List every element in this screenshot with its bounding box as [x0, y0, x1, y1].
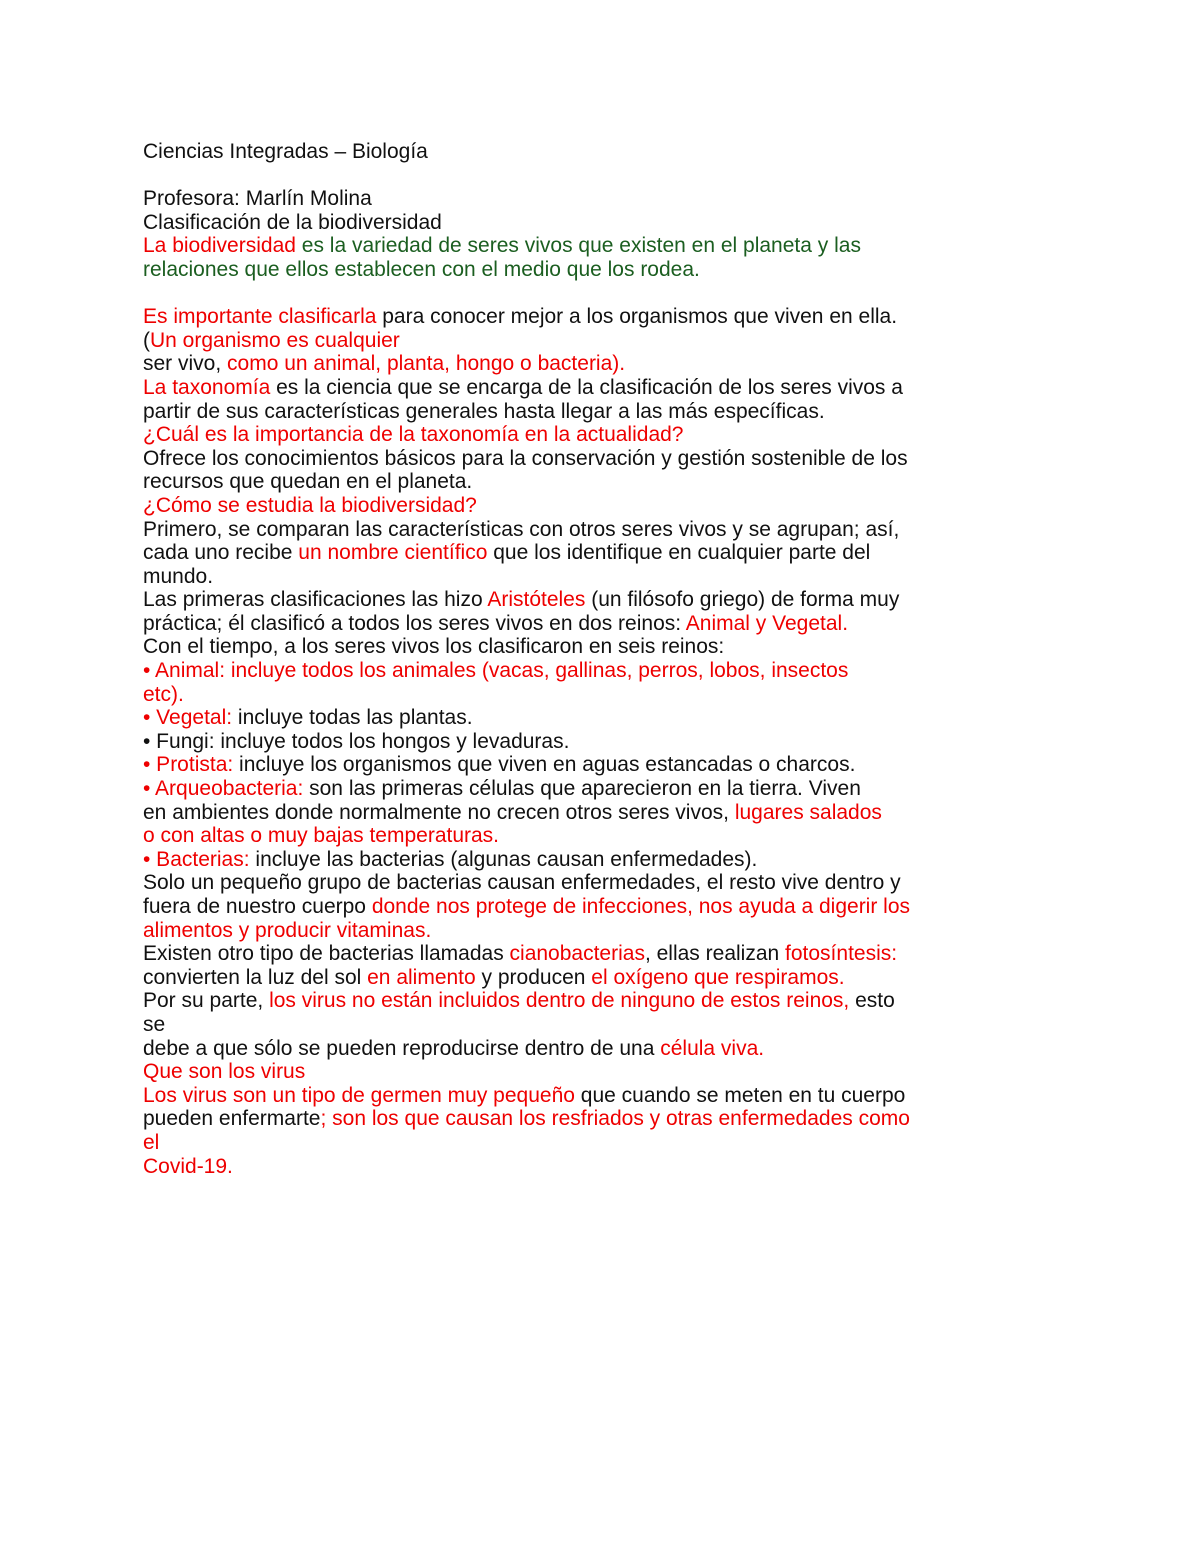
text-line — [143, 659, 1073, 683]
text-line — [143, 966, 1073, 990]
green-text: relaciones que ellos establecen con el medio que los rodea. — [143, 257, 700, 281]
highlight-text: los virus no están incluidos dentro de ninguno de estos reinos, — [269, 989, 850, 1013]
text-line — [143, 753, 1073, 777]
highlight-text: ¿Cuál es la importancia de la taxonomía en la actualidad? — [143, 423, 684, 447]
body-text: recursos que quedan en el planeta. — [143, 470, 473, 494]
highlight-text: Que son los virus — [143, 1060, 306, 1084]
body-text: Primero, se comparan las características con otros seres vivos y se agrupan; así, — [143, 517, 900, 541]
highlight-text: ; son los que causan los resfriados y otras enfermedades como — [320, 1107, 910, 1131]
text-line — [143, 541, 1073, 565]
highlight-text: Un organismo es cualquier — [150, 328, 400, 352]
highlight-text: • Arqueobacteria: — [143, 777, 304, 801]
text-line — [143, 1084, 1073, 1108]
highlight-text: Los virus son un tipo de germen muy pequeño — [143, 1083, 575, 1107]
body-text: esto — [849, 989, 895, 1013]
body-text: Ofrece los conocimientos básicos para la conservación y gestión sostenible de los — [143, 446, 908, 470]
highlight-text: La taxonomía — [143, 375, 271, 399]
highlight-text: donde nos protege de infecciones, nos ayuda a digerir los — [371, 895, 911, 918]
highlight-text: célula viva. — [660, 1036, 765, 1060]
text-line — [143, 1013, 1073, 1037]
paragraph-lines — [143, 234, 1073, 1178]
body-text: partir de sus características generales hasta llegar a las más específicas. — [143, 399, 825, 423]
body-text: Solo un pequeño grupo de bacterias causan enfermedades, el resto vive dentro y — [143, 871, 901, 895]
text-line — [143, 400, 1073, 424]
body-text: , ellas realizan — [644, 942, 786, 966]
highlight-text: lugares salados — [734, 800, 882, 824]
body-text: son las primeras células que aparecieron en la tierra. Viven — [303, 777, 861, 801]
highlight-text: La biodiversidad — [143, 234, 296, 258]
text-line — [143, 1037, 1073, 1061]
body-text: Por su parte, — [143, 989, 270, 1013]
highlight-text: • Bacterias: — [143, 847, 250, 871]
body-text: cada uno recibe — [143, 541, 299, 565]
highlight-text: ¿Cómo se estudia la biodiversidad? — [143, 493, 477, 517]
text-line — [143, 305, 1073, 329]
text-line — [143, 1155, 1073, 1179]
text-line — [143, 801, 1073, 825]
highlight-text: cianobacterias — [509, 942, 645, 966]
body-text: mundo. — [143, 564, 214, 588]
text-line — [143, 683, 1073, 707]
body-text: incluye las bacterias (algunas causan enfermedades). — [249, 847, 758, 871]
body-text: Existen otro tipo de bacterias llamadas — [143, 942, 510, 966]
body-text: se — [143, 1012, 166, 1036]
text-line — [143, 1131, 1073, 1155]
highlight-text: en alimento — [367, 965, 476, 989]
body-text: y producen — [475, 965, 592, 989]
text-line — [143, 352, 1073, 376]
highlight-text: el oxígeno que respiramos. — [591, 965, 845, 989]
blank-line — [143, 164, 1073, 188]
text-line — [143, 234, 1073, 258]
green-text: es la variedad de seres vivos que existen en el planeta y las — [295, 234, 861, 258]
highlight-text: fotosíntesis: — [785, 942, 898, 966]
text-line — [143, 588, 1073, 612]
body-text: en ambientes donde normalmente no crecen otros seres vivos, — [143, 800, 735, 824]
text-line — [143, 494, 1073, 518]
highlight-text: Animal y Vegetal. — [685, 611, 849, 635]
body-text: • Fungi: incluye todos los hongos y levaduras. — [143, 729, 570, 753]
body-text: Las primeras clasificaciones las hizo — [143, 588, 488, 612]
body-text: ( — [143, 328, 150, 352]
text-line — [143, 895, 1073, 919]
body-text: para conocer mejor a los organismos que viven en ella. — [376, 305, 898, 329]
text-line — [143, 1060, 1073, 1084]
highlight-text: • Animal: incluye todos los animales (vacas, gallinas, perros, lobos, insectos — [143, 659, 849, 683]
text-line — [143, 423, 1073, 447]
highlight-text: el — [143, 1130, 160, 1154]
text-line — [143, 989, 1073, 1013]
text-line — [143, 919, 1073, 943]
body-text: fuera de nuestro cuerpo — [143, 895, 372, 918]
highlight-text: Aristóteles — [487, 588, 586, 612]
body-text: incluye los organismos que viven en aguas estancadas o charcos. — [233, 753, 856, 777]
text-line — [143, 777, 1073, 801]
highlight-text: alimentos y producir vitaminas. — [143, 918, 432, 942]
text-line — [143, 1107, 1073, 1131]
body-text: que los identifique en cualquier parte del — [487, 541, 871, 565]
highlight-text: o con altas o muy bajas temperaturas. — [143, 824, 500, 848]
text-line — [143, 824, 1073, 848]
body-text: Con el tiempo, a los seres vivos los clasificaron en seis reinos: — [143, 635, 725, 659]
text-line — [143, 612, 1073, 636]
course-title: Ciencias Integradas – Biología — [143, 140, 428, 163]
body-text: incluye todas las plantas. — [232, 706, 473, 730]
text-line — [143, 518, 1073, 542]
body-text: que cuando se meten en tu cuerpo — [574, 1083, 906, 1107]
text-line — [143, 329, 1073, 353]
blank-line — [143, 282, 1073, 306]
body-text: convierten la luz del sol — [143, 965, 368, 989]
body-text: pueden enfermarte — [143, 1107, 321, 1131]
topic-title: Clasificación de la biodiversidad — [143, 210, 442, 234]
body-text: (un filósofo griego) de forma muy — [585, 588, 900, 612]
text-line — [143, 447, 1073, 471]
highlight-text: Covid-19. — [143, 1154, 233, 1178]
text-line — [143, 942, 1073, 966]
highlight-text: como un animal, planta, hongo o bacteria). — [227, 352, 626, 376]
body-text: es la ciencia que se encarga de la clasificación de los seres vivos a — [270, 375, 903, 399]
text-line — [143, 730, 1073, 754]
text-line — [143, 706, 1073, 730]
teacher-name: Profesora: Marlín Molina — [143, 187, 372, 211]
text-line — [143, 848, 1073, 872]
text-line — [143, 635, 1073, 659]
highlight-text: etc). — [143, 682, 184, 706]
text-line — [143, 871, 1073, 895]
text-line — [143, 470, 1073, 494]
body-text: debe a que sólo se pueden reproducirse dentro de una — [143, 1036, 661, 1060]
body-text: ser vivo, — [143, 352, 228, 376]
highlight-text: • Vegetal: — [143, 706, 233, 730]
text-line — [143, 565, 1073, 589]
highlight-text: • Protista: — [143, 753, 234, 777]
text-line — [143, 258, 1073, 282]
highlight-text: Es importante clasificarla — [143, 305, 377, 329]
text-line — [143, 376, 1073, 400]
body-text: práctica; él clasificó a todos los seres vivos en dos reinos: — [143, 611, 686, 635]
highlight-text: un nombre científico — [298, 541, 488, 565]
document-body — [143, 140, 1073, 1178]
